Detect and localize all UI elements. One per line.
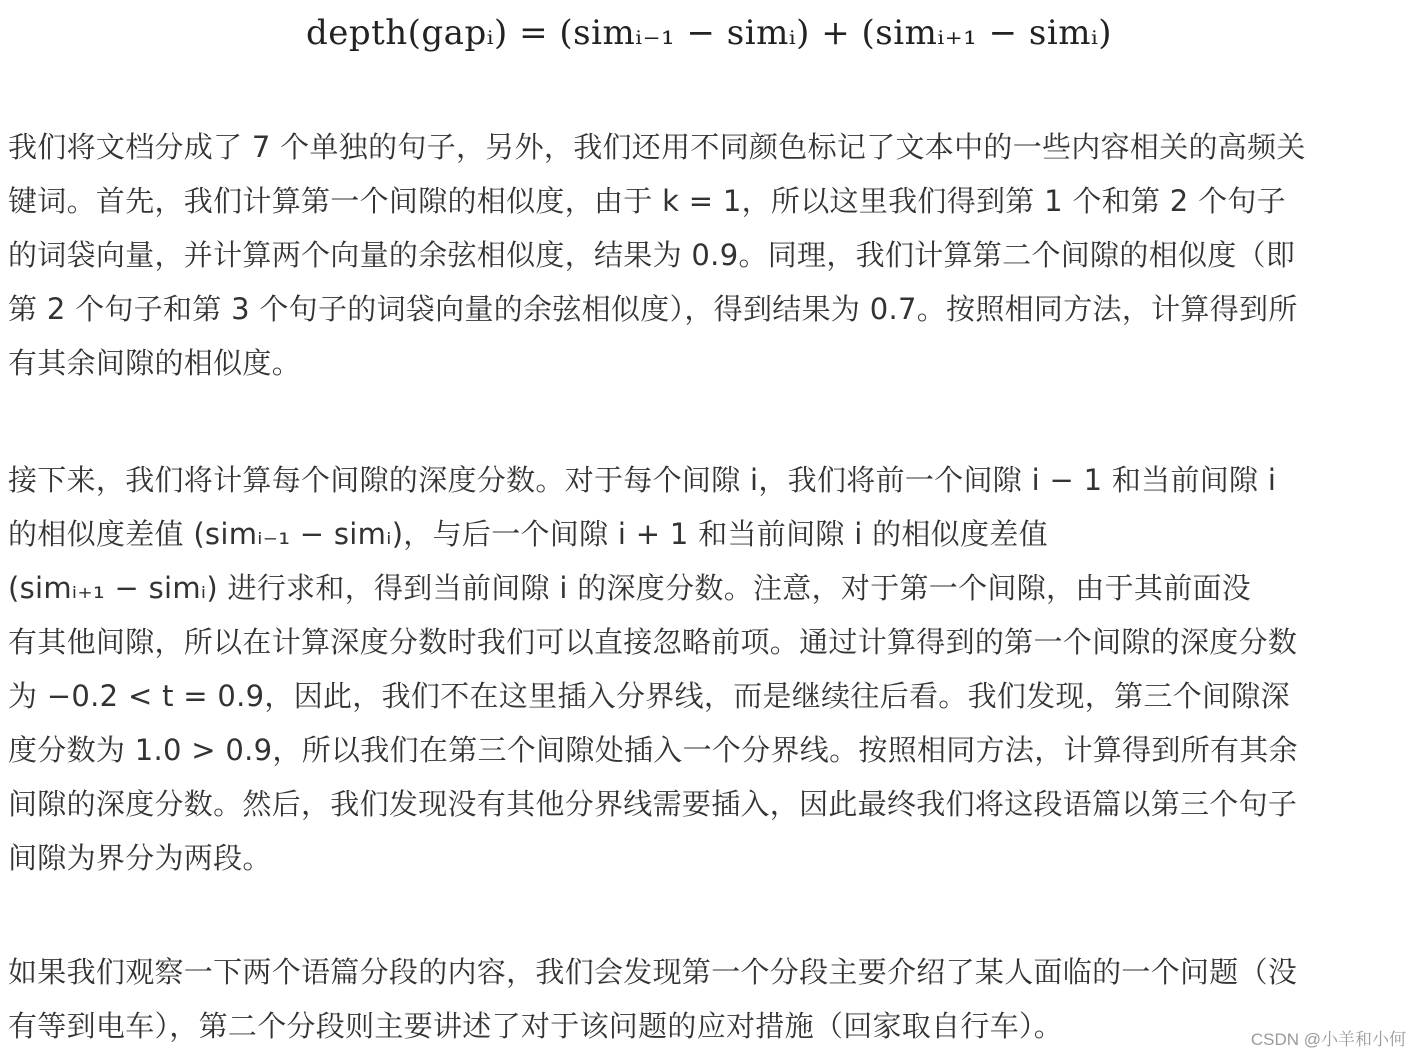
text-line: 为 −0.2 < t = 0.9，因此，我们不在这里插入分界线，而是继续往后看。我们发现，第三个间隙深 bbox=[8, 679, 1290, 713]
text-line: 间隙的深度分数。然后，我们发现没有其他分界线需要插入，因此最终我们将这段语篇以第三个句子 bbox=[8, 787, 1298, 821]
text-line: 接下来，我们将计算每个间隙的深度分数。对于每个间隙 i，我们将前一个间隙 i − 1 和当前间隙 i bbox=[8, 463, 1277, 497]
text-line: 的词袋向量，并计算两个向量的余弦相似度，结果为 0.9。同理，我们计算第二个间隙的相似度（即 bbox=[8, 238, 1296, 272]
paragraph-similarity bbox=[8, 120, 1412, 390]
text-line: 有等到电车），第二个分段则主要讲述了对于该问题的应对措施（回家取自行车）。 bbox=[8, 1009, 1064, 1043]
text-line: 第 2 个句子和第 3 个句子的词袋向量的余弦相似度），得到结果为 0.7。按照相同方法，计算得到所 bbox=[8, 292, 1298, 326]
depth-formula: depth(gapᵢ) = (simᵢ₋₁ − simᵢ) + (simᵢ₊₁ − simᵢ) bbox=[305, 13, 1113, 53]
text-line: 有其余间隙的相似度。 bbox=[8, 346, 302, 380]
paragraph-depth-score bbox=[8, 453, 1412, 885]
text-line: 有其他间隙，所以在计算深度分数时我们可以直接忽略前项。通过计算得到的第一个间隙的深度分数 bbox=[8, 625, 1298, 659]
text-line: 键词。首先，我们计算第一个间隙的相似度，由于 k = 1，所以这里我们得到第 1 个和第 2 个句子 bbox=[8, 184, 1286, 218]
csdn-watermark: CSDN @小羊和小何 bbox=[1250, 1030, 1406, 1049]
text-line: 的相似度差值 (simᵢ₋₁ − simᵢ)，与后一个间隙 i + 1 和当前间隙 i 的相似度差值 bbox=[8, 517, 1048, 551]
text-line: 度分数为 1.0 > 0.9，所以我们在第三个间隙处插入一个分界线。按照相同方法，计算得到所有其余 bbox=[8, 733, 1298, 767]
text-line: (simᵢ₊₁ − simᵢ) 进行求和，得到当前间隙 i 的深度分数。注意，对于第一个间隙，由于其前面没 bbox=[8, 571, 1252, 605]
text-line: 如果我们观察一下两个语篇分段的内容，我们会发现第一个分段主要介绍了某人面临的一个问题（没 bbox=[8, 955, 1298, 989]
text-line: 间隙为界分为两段。 bbox=[8, 841, 272, 875]
paragraph-conclusion bbox=[8, 945, 1412, 1053]
text-line: 我们将文档分成了 7 个单独的句子，另外，我们还用不同颜色标记了文本中的一些内容相关的高频关 bbox=[8, 130, 1306, 164]
